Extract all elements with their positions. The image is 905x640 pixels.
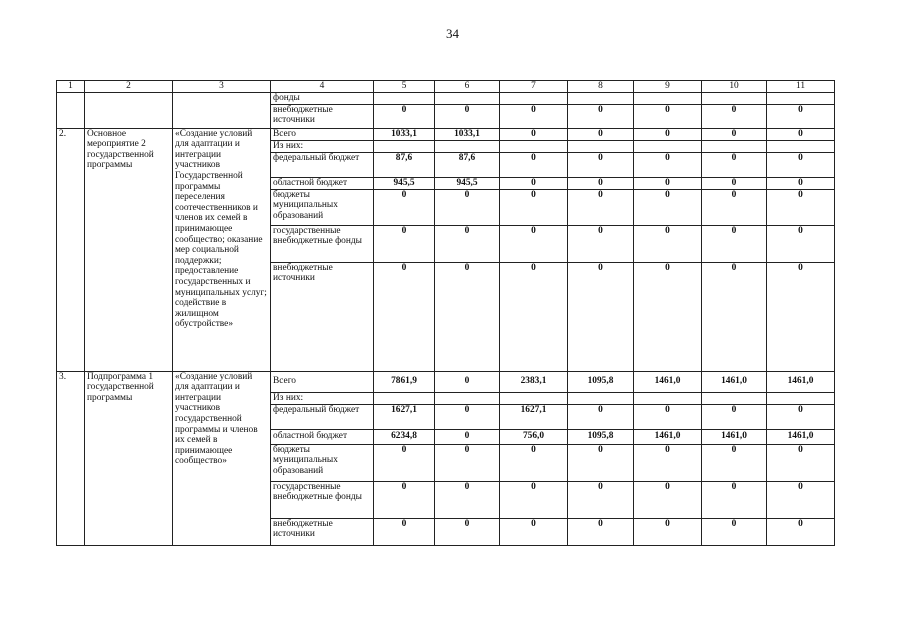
value-cell [435,140,500,152]
value-cell: 0 [435,429,500,444]
value-cell: 1627,1 [500,404,568,429]
value-cell: 0 [767,444,835,481]
value-cell: 0 [767,189,835,225]
source-label: внебюджетные источники [271,262,374,371]
value-cell: 945,5 [374,177,435,189]
source-label: Из них: [271,140,374,152]
value-cell: 0 [500,262,568,371]
value-cell: 0 [767,177,835,189]
value-cell: 0 [767,518,835,545]
value-cell: 0 [702,225,767,262]
value-cell: 0 [634,262,702,371]
value-cell: 0 [767,152,835,177]
value-cell: 87,6 [374,152,435,177]
cont-num-cell [57,93,85,129]
cont-name-cell [85,93,173,129]
value-cell: 0 [568,225,634,262]
activity-name: Основное мероприятие 2 государственной программы [85,128,173,371]
page-number: 34 [446,26,459,41]
value-cell: 0 [767,104,835,128]
value-cell: 0 [435,189,500,225]
source-label: федеральный бюджет [271,152,374,177]
value-cell: 1627,1 [374,404,435,429]
value-cell: 0 [568,177,634,189]
value-cell: 0 [568,444,634,481]
value-cell: 0 [374,104,435,128]
value-cell: 0 [374,444,435,481]
value-cell: 0 [634,104,702,128]
value-cell: 2383,1 [500,371,568,392]
col-header: 8 [568,81,634,93]
value-cell: 1461,0 [634,371,702,392]
source-label: федеральный бюджет [271,404,374,429]
source-label: областной бюджет [271,429,374,444]
value-cell: 1033,1 [374,128,435,140]
value-cell: 0 [702,189,767,225]
value-cell: 0 [568,262,634,371]
value-cell: 0 [568,128,634,140]
activity-description: «Создание условий для адаптации и интеграции участников государственной программы и членов их семей в принимающее сообщество» [173,371,271,545]
value-cell: 7861,9 [374,371,435,392]
value-cell: 0 [435,262,500,371]
value-cell: 945,5 [435,177,500,189]
col-header: 6 [435,81,500,93]
value-cell: 756,0 [500,429,568,444]
value-cell: 0 [634,481,702,518]
value-cell: 0 [634,177,702,189]
value-cell: 0 [500,104,568,128]
value-cell: 0 [634,225,702,262]
col-header: 10 [702,81,767,93]
col-header: 3 [173,81,271,93]
value-cell: 0 [702,404,767,429]
value-cell: 0 [374,518,435,545]
table-row [57,371,835,392]
source-label: Всего [271,128,374,140]
value-cell [767,140,835,152]
source-label: фонды [271,93,374,105]
source-label: Из них: [271,392,374,404]
value-cell: 0 [702,104,767,128]
value-cell: 1095,8 [568,371,634,392]
value-cell: 1033,1 [435,128,500,140]
value-cell: 0 [435,481,500,518]
source-label: внебюджетные источники [271,104,374,128]
value-cell: 0 [634,518,702,545]
value-cell: 0 [702,518,767,545]
value-cell [767,392,835,404]
value-cell: 0 [702,262,767,371]
value-cell: 0 [568,518,634,545]
col-header: 1 [57,81,85,93]
source-label: государственные внебюджетные фонды [271,225,374,262]
value-cell: 0 [634,128,702,140]
value-cell: 87,6 [435,152,500,177]
header-row [57,81,835,93]
value-cell: 0 [702,444,767,481]
value-cell: 0 [500,444,568,481]
value-cell [568,392,634,404]
value-cell: 0 [374,189,435,225]
activity-description: «Создание условий для адаптации и интеграции участников Государственной программы переселения соотечественников и членов их семей в принимающее сообщество; оказание мер социальной поддержки; предоставление государственных и муниципальных услуг; содействие в жилищном обустройстве» [173,128,271,371]
source-label: Всего [271,371,374,392]
col-header: 5 [374,81,435,93]
value-cell: 1461,0 [702,371,767,392]
value-cell: 0 [702,128,767,140]
source-label: областной бюджет [271,177,374,189]
value-cell [634,392,702,404]
value-cell: 0 [568,152,634,177]
value-cell: 0 [500,481,568,518]
activity-name: Подпрограмма 1 государственной программы [85,371,173,545]
value-cell: 1461,0 [767,429,835,444]
value-cell: 1461,0 [702,429,767,444]
row-number: 3. [57,371,85,545]
value-cell: 0 [767,404,835,429]
value-cell: 0 [702,177,767,189]
value-cell: 0 [435,518,500,545]
value-cell: 0 [500,152,568,177]
value-cell: 0 [767,225,835,262]
value-cell: 0 [374,481,435,518]
value-cell: 0 [767,128,835,140]
value-cell [767,93,835,105]
value-cell: 1095,8 [568,429,634,444]
source-label: бюджеты муниципальных образований [271,189,374,225]
value-cell: 0 [435,104,500,128]
col-header: 9 [634,81,702,93]
value-cell: 1461,0 [767,371,835,392]
row-number: 2. [57,128,85,371]
value-cell [435,93,500,105]
value-cell: 0 [767,262,835,371]
table-row [57,93,835,105]
value-cell: 0 [568,481,634,518]
value-cell [568,93,634,105]
value-cell [374,93,435,105]
budget-table [56,80,835,546]
value-cell: 0 [702,152,767,177]
value-cell: 0 [568,189,634,225]
value-cell: 0 [435,225,500,262]
value-cell: 0 [568,104,634,128]
value-cell: 0 [374,225,435,262]
value-cell: 0 [500,177,568,189]
col-header: 11 [767,81,835,93]
value-cell: 0 [500,518,568,545]
value-cell: 0 [634,152,702,177]
value-cell: 0 [634,404,702,429]
value-cell: 0 [767,481,835,518]
value-cell [374,392,435,404]
col-header: 4 [271,81,374,93]
col-header: 2 [85,81,173,93]
source-label: бюджеты муниципальных образований [271,444,374,481]
value-cell [702,93,767,105]
value-cell: 0 [500,225,568,262]
value-cell [702,392,767,404]
table-row [57,128,835,140]
value-cell [634,140,702,152]
value-cell [435,392,500,404]
value-cell: 6234,8 [374,429,435,444]
value-cell [500,392,568,404]
value-cell: 1461,0 [634,429,702,444]
value-cell: 0 [568,404,634,429]
value-cell: 0 [435,444,500,481]
value-cell: 0 [435,404,500,429]
value-cell: 0 [702,481,767,518]
value-cell [568,140,634,152]
value-cell: 0 [634,189,702,225]
cont-desc-cell [173,93,271,129]
value-cell [702,140,767,152]
value-cell [500,93,568,105]
value-cell [500,140,568,152]
value-cell: 0 [500,189,568,225]
value-cell: 0 [374,262,435,371]
source-label: внебюджетные источники [271,518,374,545]
value-cell [634,93,702,105]
source-label: государственные внебюджетные фонды [271,481,374,518]
value-cell [374,140,435,152]
value-cell: 0 [634,444,702,481]
value-cell: 0 [500,128,568,140]
value-cell: 0 [435,371,500,392]
col-header: 7 [500,81,568,93]
